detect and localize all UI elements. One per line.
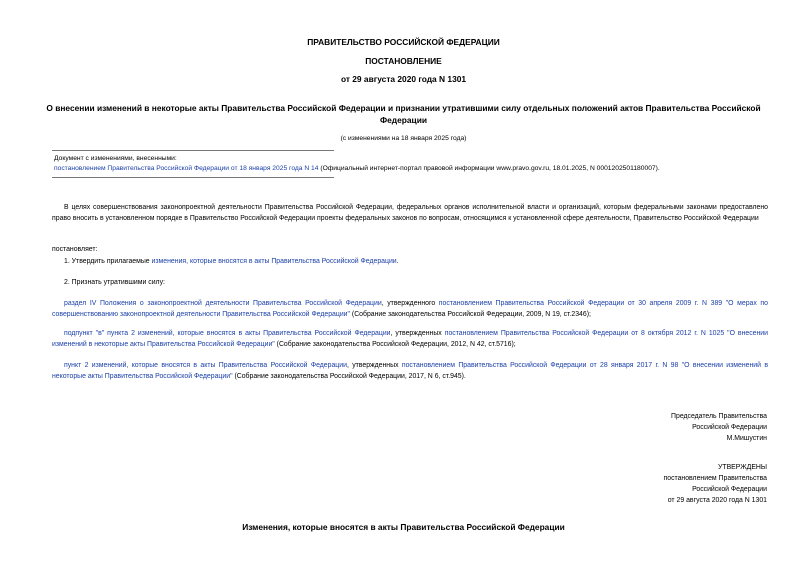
amend-link[interactable]: постановлением Правительства Российской Федерации от 18 января 2025 года N 14 xyxy=(54,165,319,172)
approved-changes-link[interactable]: изменения, которые вносятся в акты Правительства Российской Федерации xyxy=(151,258,397,265)
signature-name: М.Мишустин xyxy=(726,435,767,442)
repeal-item-3 xyxy=(52,361,768,382)
point-1 xyxy=(64,257,768,268)
repeal-item-1-decree-link[interactable]: постановлением Правительства Российской Федерации от 30 апреля 2009 г. N 389 "О мерах по совершенствованию законопроектной деятельности Правительства Российской Федерации" xyxy=(52,300,768,318)
point-1-end: . xyxy=(396,258,399,265)
repeal-item-2-decree-link[interactable]: постановлением Правительства Российской Федерации от 8 октября 2012 г. N 1025 "О внесении изменений в некоторые акты Правительства Российской Федерации" xyxy=(52,330,768,348)
point-2: 2. Признать утратившими силу: xyxy=(64,279,165,286)
signature-country: Российской Федерации xyxy=(692,424,767,431)
repeal-item-1-mid: , утвержденного xyxy=(381,300,439,307)
repeal-item-2-link[interactable]: подпункт "в" пункта 2 изменений, которые вносятся в акты Правительства Российской Федерации xyxy=(64,330,391,337)
approval-by: постановлением Правительства xyxy=(663,475,767,482)
repeal-item-3-mid: , утвержденных xyxy=(346,362,402,369)
divider-top xyxy=(52,150,334,151)
repeal-item-2-source: (Собрание законодательства Российской Федерации, 2012, N 42, ст.5716); xyxy=(274,340,516,348)
signature-block xyxy=(671,411,767,444)
decides-text: постановляет: xyxy=(52,246,98,253)
repeal-item-1-source: (Собрание законодательства Российской Федерации, 2009, N 19, ст.2346); xyxy=(349,310,591,318)
approval-block xyxy=(664,462,768,506)
amend-label: Документ с изменениями, внесенными: xyxy=(54,155,177,162)
doc-edition: (с изменениями на 18 января 2025 года) xyxy=(340,135,467,142)
repeal-item-3-decree-link[interactable]: постановлением Правительства Российской Федерации от 28 января 2017 г. N 98 "О внесении изменений в некоторые акты Правительства Российской Федерации" xyxy=(52,362,768,380)
repeal-item-2 xyxy=(52,329,768,350)
repeal-item-1-link[interactable]: раздел IV Положения о законопроектной деятельности Правительства Российской Федерации xyxy=(64,300,382,307)
doc-date-number: от 29 августа 2020 года N 1301 xyxy=(340,74,467,84)
org-name: ПРАВИТЕЛЬСТВО РОССИЙСКОЙ ФЕДЕРАЦИИ xyxy=(307,37,500,47)
amend-source: (Официальный интернет-портал правовой информации www.pravo.gov.ru, 18.01.2025, N 0001202501180007). xyxy=(318,165,660,172)
point-1-lead: 1. Утвердить прилагаемые xyxy=(64,258,152,265)
doc-title: О внесении изменений в некоторые акты Правительства Российской Федерации и признании утратившими силу отдельных положений актов Правительства Российской Федерации xyxy=(46,103,761,125)
doc-type: ПОСТАНОВЛЕНИЕ xyxy=(365,56,442,66)
approval-country: Российской Федерации xyxy=(692,486,767,493)
repeal-item-1 xyxy=(52,299,768,320)
amend-line xyxy=(54,164,774,174)
repeal-item-2-mid: , утвержденных xyxy=(390,330,445,337)
divider-bottom xyxy=(52,177,334,178)
preamble: В целях совершенствования законопроектной деятельности Правительства Российской Федерации, федеральных органов исполнительной власти и организаций, которым федеральными законами предоставлено право вносить в установленном порядке в Правительство Российской Федерации проекты федеральных законов по вопросам, относящимся к установленной сфере деятельности, Правительство Российской Федерации xyxy=(52,204,768,222)
approval-heading: УТВЕРЖДЕНЫ xyxy=(718,464,767,471)
repeal-item-3-source: (Собрание законодательства Российской Федерации, 2017, N 6, ст.945). xyxy=(232,372,466,380)
annex-title: Изменения, которые вносятся в акты Правительства Российской Федерации xyxy=(242,522,565,532)
repeal-item-3-link[interactable]: пункт 2 изменений, которые вносятся в акты Правительства Российской Федерации xyxy=(64,362,347,369)
approval-date: от 29 августа 2020 года N 1301 xyxy=(667,497,767,504)
signature-position: Председатель Правительства xyxy=(671,413,767,420)
